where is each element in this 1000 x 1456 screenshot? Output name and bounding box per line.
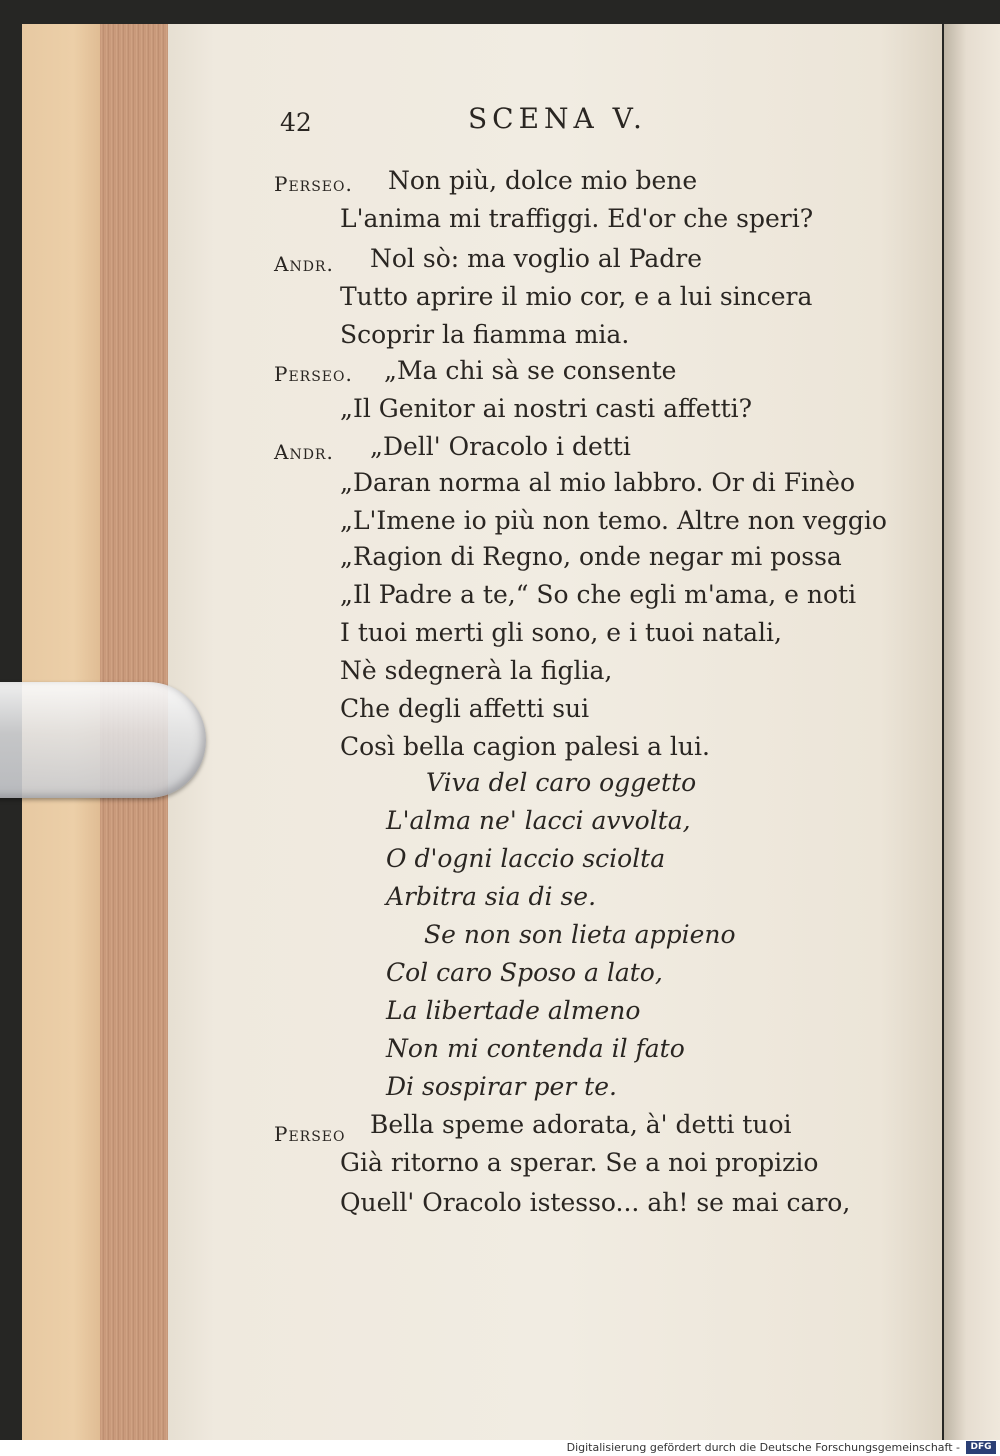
verse-line: Nol sò: ma voglio al Padre	[370, 244, 703, 273]
verse-line: „L'Imene io più non temo. Altre non veggio	[340, 506, 887, 535]
verse-line: Così bella cagion palesi a lui.	[340, 732, 710, 761]
verse-line: Nè sdegnerà la figlia,	[340, 656, 613, 685]
speaker-label: Perseo.	[274, 362, 353, 386]
verse-line: „Dell' Oracolo i detti	[370, 432, 631, 461]
aria-line: Viva del caro oggetto	[426, 768, 697, 797]
verse-line: Tutto aprire il mio cor, e a lui sincera	[340, 282, 813, 311]
aria-line: O d'ogni laccio sciolta	[386, 844, 666, 873]
page-number: 42	[280, 108, 312, 137]
aria-line: La libertade almeno	[386, 996, 641, 1025]
verse-line: „Il Padre a te,“ So che egli m'ama, e noti	[340, 580, 857, 609]
aria-line: Col caro Sposo a lato,	[386, 958, 663, 987]
verse-line: I tuoi merti gli sono, e i tuoi natali,	[340, 618, 782, 647]
aria-line: Di sospirar per te.	[386, 1072, 617, 1101]
verse-line: „Daran norma al mio labbro. Or di Finèo	[340, 468, 856, 497]
verse-line: Già ritorno a sperar. Se a noi propizio	[340, 1148, 819, 1177]
aria-line: Se non son lieta appieno	[424, 920, 736, 949]
speaker-label: Perseo.	[274, 172, 353, 196]
verse-line: Scoprir la fiamma mia.	[340, 320, 630, 349]
verse-line: Che degli affetti sui	[340, 694, 590, 723]
speaker-label: Perseo	[274, 1122, 346, 1146]
verse-line: L'anima mi traffiggi. Ed'or che speri?	[340, 204, 814, 233]
verse-line: Quell' Oracolo istesso... ah! se mai caro,	[340, 1188, 851, 1217]
book-clip	[0, 682, 206, 798]
scene-header: SCENA V.	[468, 102, 647, 135]
verse-line: „Ma chi sà se consente	[384, 356, 677, 385]
verse-line: Non più, dolce mio bene	[388, 166, 698, 195]
aria-line: Arbitra sia di se.	[386, 882, 597, 911]
facing-page-edge	[944, 24, 1000, 1440]
verse-line: Bella speme adorata, à' detti tuoi	[370, 1110, 792, 1139]
dfg-logo: DFG	[966, 1441, 996, 1454]
verse-line: „Ragion di Regno, onde negar mi possa	[340, 542, 842, 571]
aria-line: L'alma ne' lacci avvolta,	[386, 806, 691, 835]
speaker-label: Andr.	[274, 252, 334, 276]
speaker-label: Andr.	[274, 440, 334, 464]
verse-line: „Il Genitor ai nostri casti affetti?	[340, 394, 753, 423]
digitization-credit: Digitalisierung gefördert durch die Deutsche Forschungsgemeinschaft -	[566, 1441, 960, 1454]
aria-line: Non mi contenda il fato	[386, 1034, 685, 1063]
